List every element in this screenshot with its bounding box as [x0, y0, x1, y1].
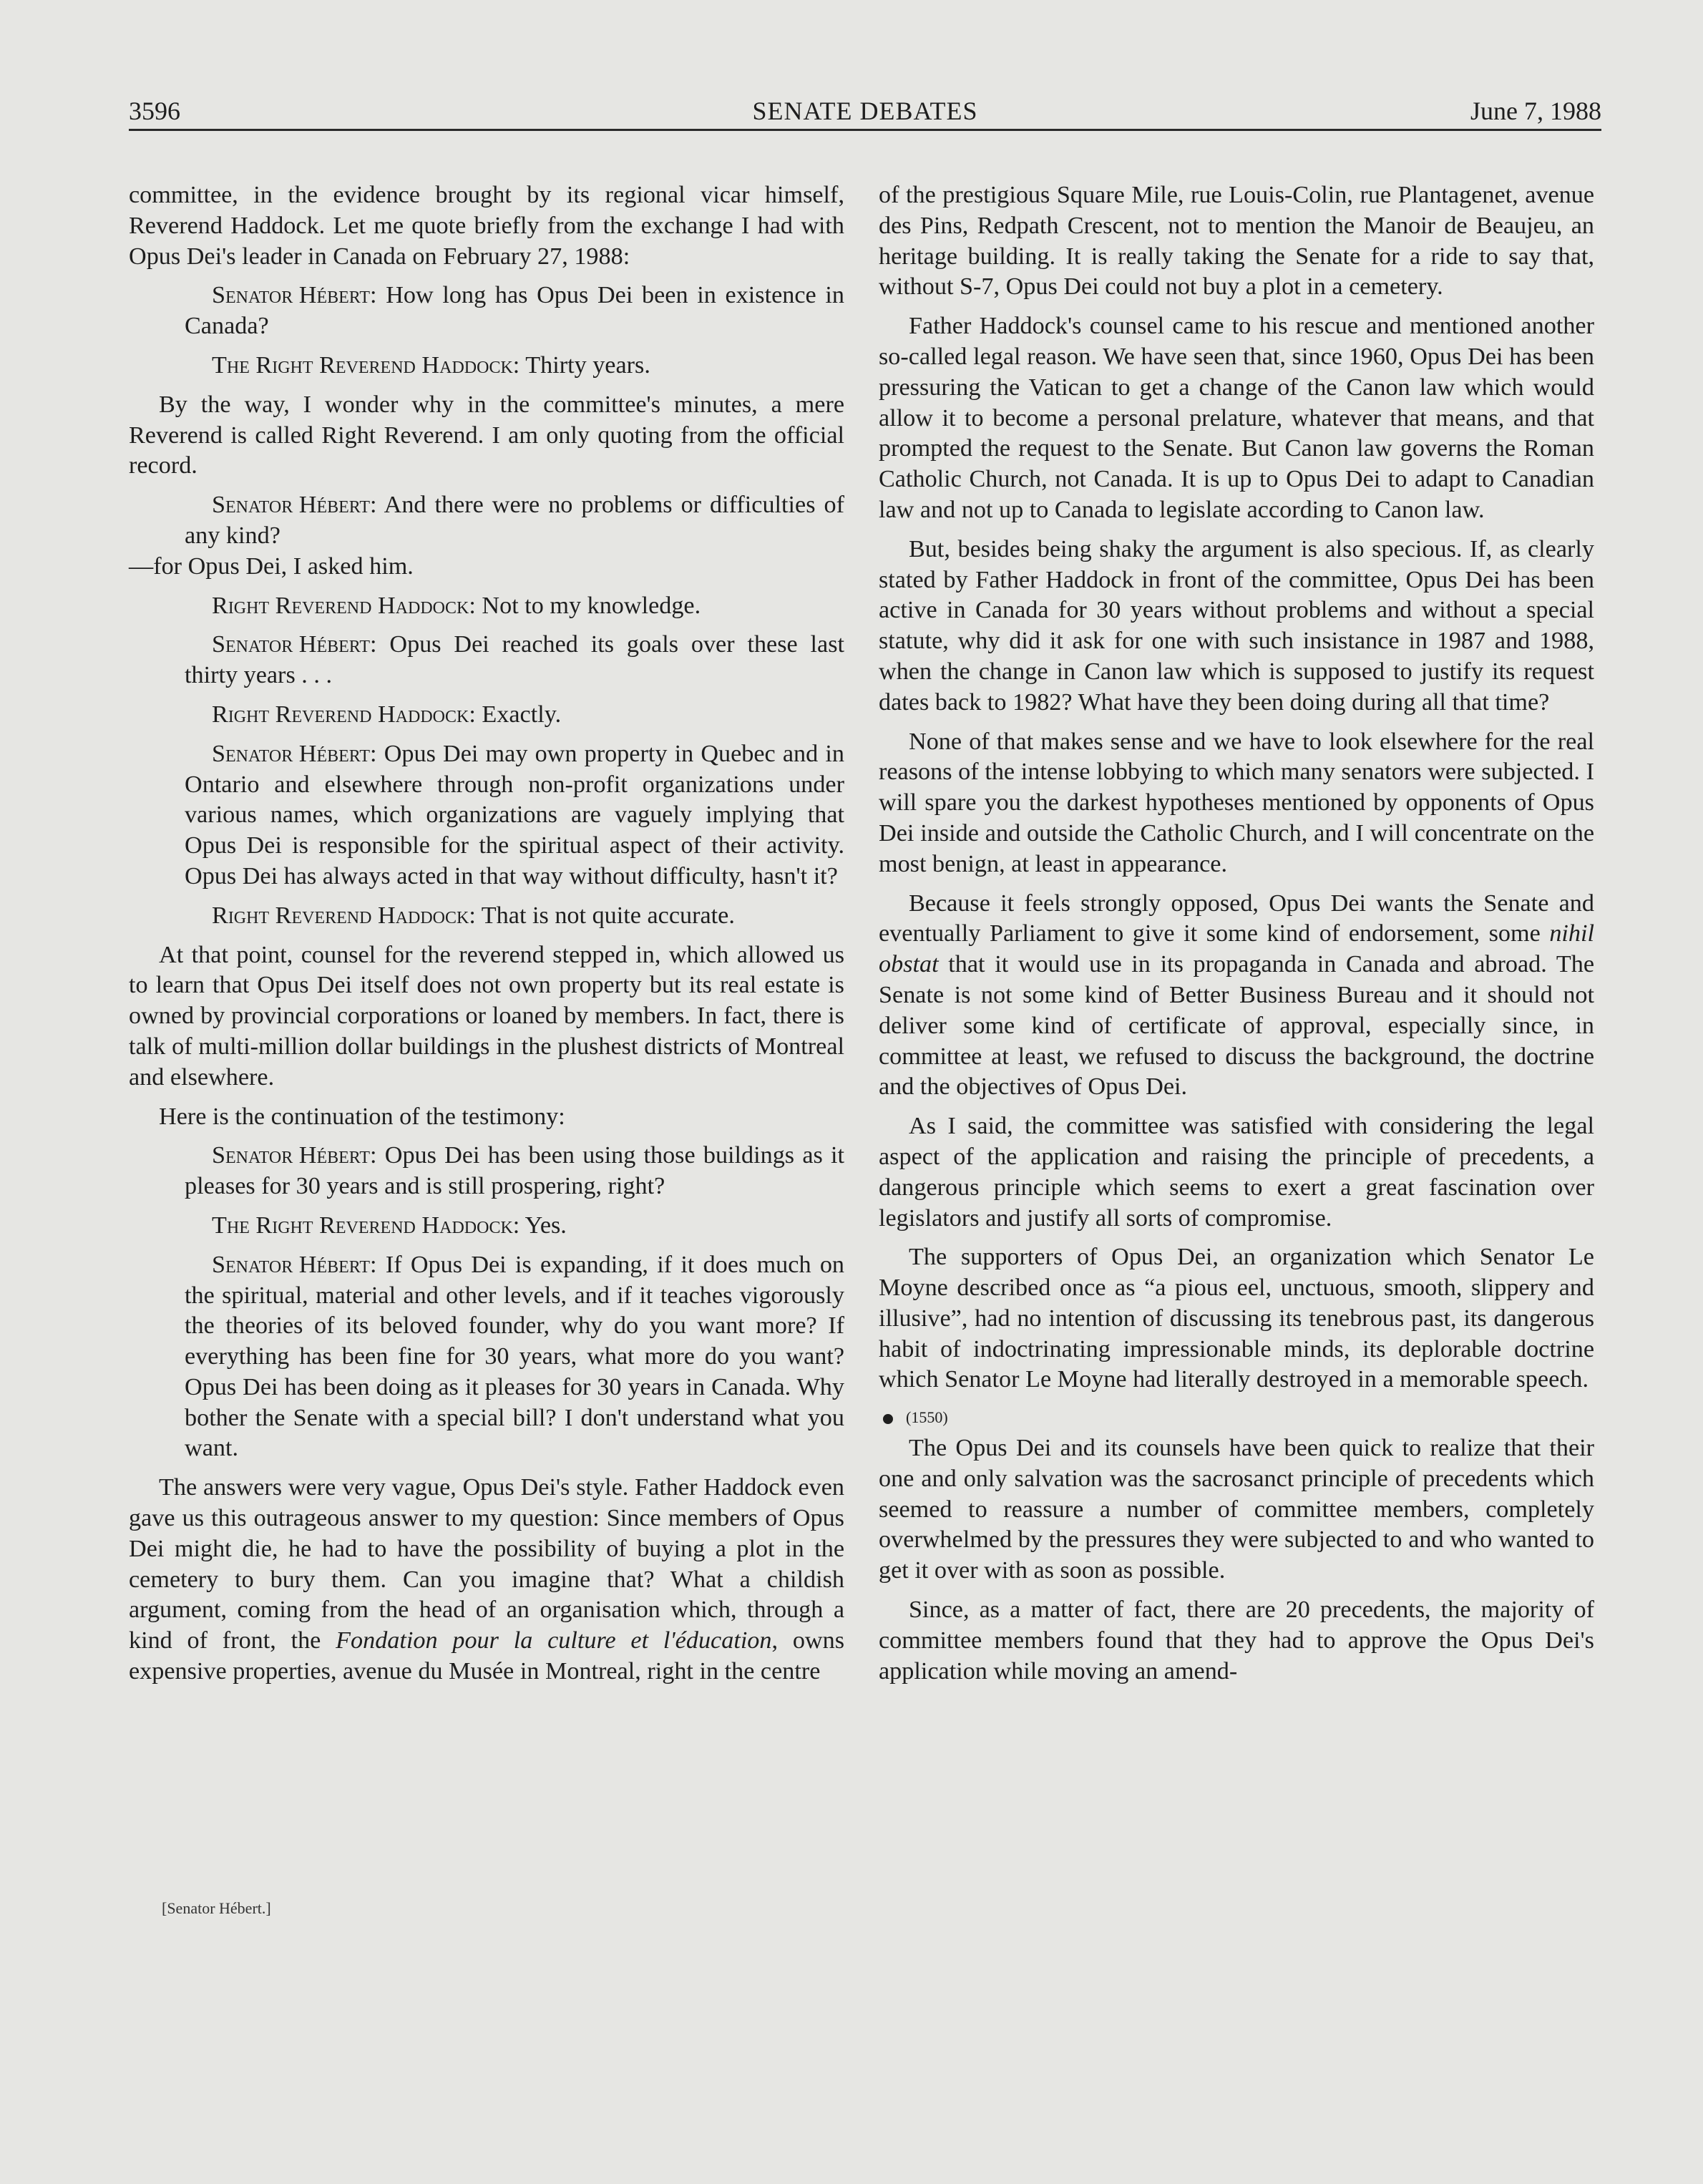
quote-text: Opus Dei may own property in Quebec and in Ontario and elsewhere through non-profit organizations under various names, which organizations are vaguely implying that Opus Dei is responsible for the spiritual aspect of their activity. Opus Dei has always acted in that way without difficulty, hasn't it?: [185, 740, 844, 889]
quote-exchange: [129, 1250, 844, 1465]
speaker-name: Right Reverend Haddock:: [212, 902, 476, 929]
quote-exchange: [129, 739, 844, 892]
quote-text: Opus Dei has been using those buildings as it pleases for 30 years and is still prospering, right?: [185, 1142, 844, 1200]
quote-exchange: [129, 591, 844, 622]
paragraph: As I said, the committee was satisfied with considering the legal aspect of the application and raising the principle of precedents, a dangerous principle which seems to exert a great fascination over legislators and justify all sorts of compromise.: [879, 1113, 1594, 1232]
paragraph: committee, in the evidence brought by its regional vicar himself, Reverend Haddock. Let me quote briefly from the exchange I had with Opus Dei's leader in Canada on February 27, 1988:: [129, 182, 844, 270]
paragraph-text: Because it feels strongly opposed, Opus Dei wants the Senate and eventually Parliament to give it some kind of endorsement, some: [879, 889, 1594, 947]
quote-exchange: [129, 1141, 844, 1202]
quote-exchange: [129, 351, 844, 381]
paragraph: Here is the continuation of the testimony:: [159, 1103, 565, 1130]
left-column: [129, 180, 844, 1687]
quote-text: That is not quite accurate.: [481, 902, 735, 929]
quote-text: Yes.: [524, 1212, 567, 1239]
speaker-name: Senator Hébert:: [212, 631, 377, 658]
paragraph: By the way, I wonder why in the committee's minutes, a mere Reverend is called Right Reverend. I am only quoting from the official record.: [129, 391, 844, 479]
publication-title: SENATE DEBATES: [752, 97, 978, 125]
paragraph: of the prestigious Square Mile, rue Louis-Colin, rue Plantagenet, avenue des Pins, Redpath Crescent, not to mention the Manoir de Beaujeu, an heritage building. It is really taking the Senate for a ride to say that, without S-7, Opus Dei could not buy a plot in a cemetery.: [879, 182, 1594, 301]
quote-text: How long has Opus Dei been in existence in Canada?: [185, 282, 844, 340]
paragraph: The Opus Dei and its counsels have been quick to realize that their one and only salvation was the sacrosanct principle of precedents which seemed to reassure a number of committee members, completely overwhelmed by the pressures they were subjected to and who wanted to get it over with as soon as possible.: [879, 1435, 1594, 1584]
speaker-name: Right Reverend Haddock:: [212, 592, 476, 619]
paragraph: The supporters of Opus Dei, an organization which Senator Le Moyne described once as “a pious eel, unctuous, smooth, slippery and illusive”, had no intention of discussing its tenebrous past, its dangerous habit of indoctrinating impressionable minds, its deplorable doctrine which Senator Le Moyne had literally destroyed in a memorable speech.: [879, 1244, 1594, 1393]
quote-exchange: [129, 490, 844, 552]
paragraph: None of that makes sense and we have to look elsewhere for the real reasons of the intense lobbying to which many senators were subjected. I will spare you the darkest hypotheses mentioned by opponents of Opus Dei inside and outside the Catholic Church, and I will concentrate on the most benign, at least in appearance.: [879, 728, 1594, 877]
speaker-name: Senator Hébert:: [212, 492, 377, 519]
speaker-name: The Right Reverend Haddock:: [212, 1212, 520, 1239]
paragraph: [879, 889, 1594, 1103]
paragraph: Father Haddock's counsel came to his rescue and mentioned another so-called legal reason. We have seen that, since 1960, Opus Dei has been pressuring the Vatican to get a change of the Canon law which would allow it to become a personal prelature, whatever that means, and that prompted the request to the Senate. But Canon law governs the Roman Catholic Church, not Canada. It is up to Opus Dei to adapt to Canadian law and not up to Canada to legislate according to Canon law.: [879, 313, 1594, 523]
issue-date: June 7, 1988: [1470, 97, 1601, 125]
quote-exchange: [129, 281, 844, 342]
speaker-name: Senator Hébert:: [212, 282, 377, 309]
quote-text: Not to my knowledge.: [482, 592, 701, 619]
quote-text: If Opus Dei is expanding, if it does much on the spiritual, material and other levels, and if it teaches vigorously the theories of its beloved founder, why do you want more? If everything has been fine for 30 years, what more do you want? Opus Dei has been doing as it pleases for 30 years in Canada. Why bother the Senate with a special bill? I don't understand what you want.: [185, 1251, 845, 1462]
speaker-name: The Right Reverend Haddock:: [212, 351, 520, 379]
quote-exchange: [129, 1211, 844, 1242]
paragraph: —for Opus Dei, I asked him.: [129, 552, 414, 580]
quote-exchange: [129, 901, 844, 932]
speaker-name: Senator Hébert:: [212, 1251, 377, 1278]
paragraph: Since, as a matter of fact, there are 20 precedents, the majority of committee members found that they had to approve the Opus Dei's application while moving an amend-: [879, 1596, 1594, 1685]
paragraph-text: The answers were very vague, Opus Dei's style. Father Haddock even gave us this outrageous answer to my question: Since members of Opus Dei might die, he had to have the possibility of buying a plot in the cemetery to bury them. Can you imagine that? What a childish argument, coming from the head of an organisation which, through a kind of front, the: [129, 1474, 844, 1654]
paragraph: [129, 1473, 844, 1687]
quote-exchange: [129, 700, 844, 731]
speaker-name: Right Reverend Haddock:: [212, 701, 476, 728]
quote-text: Thirty years.: [525, 351, 650, 379]
latin-phrase: nihil obstat: [879, 920, 1594, 978]
paragraph-text: that it would use in its propaganda in Canada and abroad. The Senate is not some kind of Better Business Bureau and it should not deliver some kind of certificate of approval, especially since, in committee at least, we refused to discuss the background, the doctrine and the objectives of Opus Dei.: [879, 951, 1594, 1101]
speaker-name: Senator Hébert:: [212, 740, 377, 767]
paragraph: But, besides being shaky the argument is also specious. If, as clearly stated by Father Haddock in front of the committee, Opus Dei has been active in Canada for 30 years without problems and without a special statute, why did it ask for one with such insistance in 1987 and 1988, when the change in Canon law which is supposed to justify its request dates back to 1982? What have they been doing during all that time?: [879, 535, 1594, 716]
page-header: [129, 96, 1601, 131]
paragraph: At that point, counsel for the reverend stepped in, which allowed us to learn that Opus Dei itself does not own property but its real estate is owned by provincial corporations or loaned by members. In fact, there is talk of multi-million dollar buildings in the plushest districts of Montreal and elsewhere.: [129, 941, 844, 1091]
quote-text: Exactly.: [482, 701, 562, 728]
quote-text: Opus Dei reached its goals over these last thirty years . . .: [185, 631, 844, 689]
bullet-icon: [883, 1414, 893, 1424]
speaker-name: Senator Hébert:: [212, 1142, 377, 1169]
foundation-name: Fondation pour la culture et l'éducation: [336, 1627, 772, 1654]
quote-text: And there were no problems or difficulties of any kind?: [185, 492, 844, 549]
time-marker: [879, 1403, 1594, 1433]
page-number: 3596: [129, 97, 180, 125]
paragraph-text: , owns expensive properties, avenue du Musée in Montreal, right in the centre: [129, 1627, 845, 1685]
right-column: [879, 180, 1594, 1687]
quote-exchange: [129, 630, 844, 691]
time-marker-text: (1550): [906, 1408, 948, 1427]
speaker-footnote: [Senator Hébert.]: [162, 1899, 271, 1917]
